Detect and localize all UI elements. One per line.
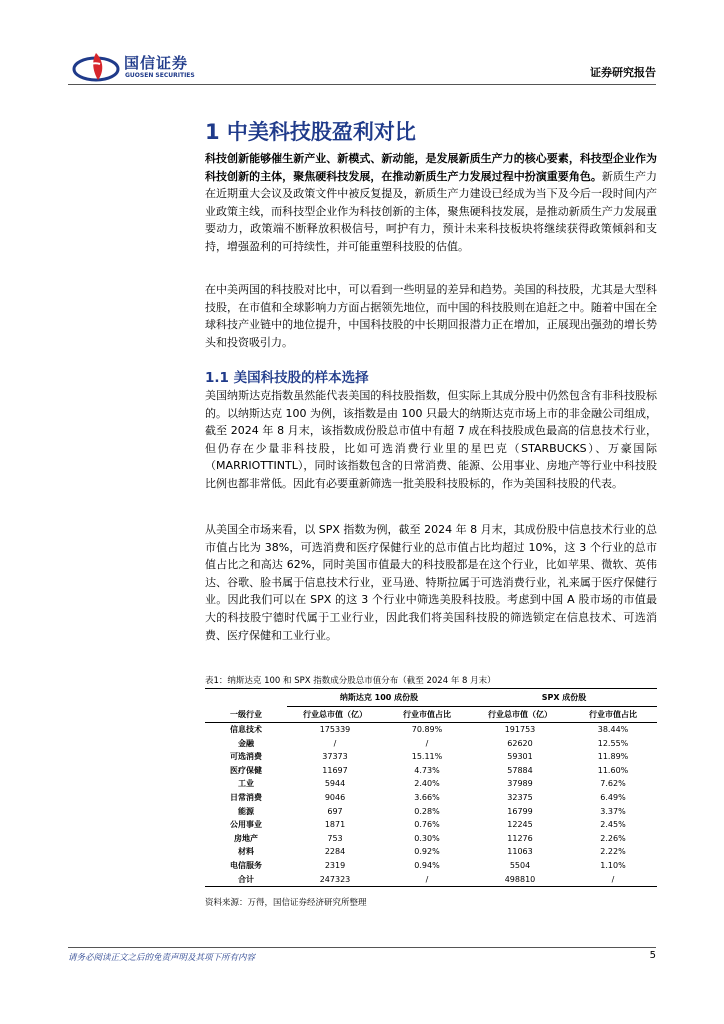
section-1-paragraph-1-bold: 科技创新能够催生新产业、新模式、新动能，是发展新质生产力的核心要素，科技型企业作为科技创新的主体，聚焦硬科技发展，在推动新质生产力发展过程中扮演重要角色。 [205, 152, 657, 183]
table-cell: 0.30% [414, 833, 440, 843]
table-row [205, 832, 657, 846]
industry-name-cell: 能源 [238, 806, 254, 816]
table-cell: 15.11% [411, 752, 443, 762]
table-cell: 1.10% [600, 860, 626, 870]
guosen-logo-icon [72, 50, 120, 84]
table-row [205, 750, 657, 764]
industry-name-cell: 信息技术 [230, 725, 262, 734]
table-cell: 9046 [324, 792, 346, 802]
table-cell: 11063 [507, 847, 533, 857]
table-cell: 11.89% [597, 752, 629, 762]
footer-divider [68, 947, 656, 948]
table-cell: 3.66% [414, 792, 440, 802]
table-column-header [205, 707, 657, 723]
table-cell: 2.40% [414, 779, 440, 789]
table-cell: 2319 [324, 860, 346, 870]
industry-name-cell: 房地产 [234, 833, 258, 843]
table-cell: 498810 [471, 873, 569, 887]
table-cell: 753 [327, 833, 343, 843]
logo-chinese-name: 国信证券 [124, 54, 189, 72]
table-cell: 0.28% [414, 806, 440, 816]
table-cell: / [383, 873, 471, 887]
table-cell: 2284 [324, 847, 346, 857]
logo-english-name: GUOSEN SECURITIES [125, 72, 195, 79]
section-1-1-paragraph-2: 从美国全市场来看，以 SPX 指数为例，截至 2024 年 8 月末，其成份股中信息技术行业的总市值占比为 38%，可选消费和医疗保健行业的总市值占比均超过 10%，这 3 个行业的总市值占比之和高达 62%，同时美国市值最大的科技股都是在这个行业，比如苹果、微软、英伟达、谷歌、脸书属于信息技术行业，亚马逊、特斯拉属于可选消费行业，礼来属于医疗保健行业。因此我们可以在 SPX 的这 3 个行业中筛选美股科技股。考虑到中国 A 股市场的市值最大的科技股宁德时代属于工业行业，因此我们将美国科技股的筛选锁定在信息技术、可选消费、医疗保健和工业行业。 [205, 523, 657, 642]
table-cell: 191753 [504, 725, 536, 734]
header-divider [68, 84, 656, 85]
section-1-paragraph-1-rest: 新质生产力在近期重大会议及政策文件中被反复提及，新质生产力建设已经成为当下及今后一段时间内产业政策主线，而科技型企业作为科技创新的主体，聚焦硬科技发展，是推动新质生产力发展重要动力，政策端不断释放积极信号，呵护有力，预计未来科技板块将继续获得政策倾斜和支持，增强盈利的可持续性，并可能重塑科技股的估值。 [205, 169, 658, 253]
table-row [205, 818, 657, 832]
table-cell: 2.22% [600, 847, 626, 857]
market-cap-table [205, 688, 657, 887]
table-cell: 12.55% [597, 738, 629, 748]
table-cell: 37373 [322, 752, 348, 762]
table-row [205, 723, 657, 737]
page-number: 5 [649, 950, 656, 961]
table-body [205, 723, 657, 887]
table-cell: 6.49% [600, 792, 626, 802]
table-cell: 697 [327, 806, 343, 816]
industry-name-cell: 可选消费 [230, 752, 262, 762]
table-cell: 62620 [507, 738, 533, 748]
table-cell: 247323 [287, 873, 383, 887]
industry-name-cell: 金融 [238, 738, 254, 748]
table-cell: 38.44% [597, 725, 629, 734]
table-row [205, 873, 657, 887]
industry-name-cell: 合计 [205, 873, 287, 887]
table-cell: / [333, 738, 337, 748]
table-row [205, 845, 657, 859]
column-header: 行业总市值（亿） [287, 707, 383, 723]
report-type-label: 证券研究报告 [590, 66, 656, 79]
table-caption: 表1：纳斯达克 100 和 SPX 指数成分股总市值分布（截至 2024 年 8 月末） [205, 676, 496, 686]
footer-disclaimer: 请务必阅读正文之后的免责声明及其项下所有内容 [68, 953, 256, 963]
section-1-paragraph-1 [205, 150, 657, 256]
table-cell: 11276 [507, 833, 533, 843]
table-cell: 70.89% [411, 725, 443, 734]
table-row [205, 791, 657, 805]
table-cell: 1871 [324, 820, 346, 830]
section-1-1-paragraph-1: 美国纳斯达克指数虽然能代表美国的科技股指数，但实际上其成分股中仍然包含有非科技股标的。以纳斯达克 100 为例，该指数是由 100 只最大的纳斯达克市场上市的非金融公司组成，截至 2024 年 8 月末，该指数成份股总市值中有超 7 成在科技股成色最高的信息技术行业，但仍存在少量非科技股，比如可选消费行业里的星巴克（STARBUCKS）、万豪国际（MARRIOTTINTL），同时该指数包含的日常消费、能源、公用事业、房地产等行业中科技股比例也都非常低。因此有必要重新筛选一批美股科技股标的，作为美国科技股的代表。 [205, 389, 657, 490]
column-header: 一级行业 [205, 707, 287, 723]
table-cell: 16799 [507, 806, 533, 816]
table-cell: 12245 [507, 820, 533, 830]
group-spx: SPX 成份股 [471, 689, 657, 707]
section-1-paragraph-2: 在中美两国的科技股对比中，可以看到一些明显的差异和趋势。美国的科技股，尤其是大型科技股，在市值和全球影响力方面占据领先地位，而中国的科技股则在追赶之中。随着中国在全球科技产业链中的地位提升，中国科技股的中长期回报潜力正在增加，正展现出强劲的增长势头和投资吸引力。 [205, 283, 657, 349]
table-cell: 37989 [507, 779, 533, 789]
table-cell: 175339 [319, 725, 351, 734]
column-header: 行业市值占比 [383, 707, 471, 723]
table-cell: 32375 [507, 792, 533, 802]
table-cell: 2.45% [600, 820, 626, 830]
table-cell: 57884 [507, 765, 533, 775]
table-cell: 0.94% [414, 860, 440, 870]
table-cell: 11697 [322, 765, 348, 775]
table-cell: 11.60% [597, 765, 629, 775]
table-row [205, 764, 657, 778]
table-row [205, 777, 657, 791]
table-cell: 59301 [507, 752, 533, 762]
column-header: 行业市值占比 [569, 707, 657, 723]
industry-name-cell: 电信服务 [230, 860, 262, 870]
company-logo [72, 50, 212, 86]
industry-name-cell: 日常消费 [230, 792, 262, 802]
section-1-title: 1 中美科技股盈利对比 [205, 120, 416, 144]
table-row [205, 859, 657, 873]
group-nasdaq100: 纳斯达克 100 成份股 [287, 689, 471, 707]
section-1-1-title: 1.1 美国科技股的样本选择 [205, 370, 369, 386]
table-row [205, 737, 657, 751]
table-cell: / [425, 738, 429, 748]
table-row [205, 805, 657, 819]
table-cell: 4.73% [414, 765, 440, 775]
table-cell: 7.62% [600, 779, 626, 789]
column-header: 行业总市值（亿） [471, 707, 569, 723]
table-cell: 2.26% [600, 833, 626, 843]
industry-name-cell: 公用事业 [230, 820, 262, 830]
table-cell: 3.37% [600, 806, 626, 816]
industry-name-cell: 工业 [238, 779, 254, 789]
table-cell: 5944 [324, 779, 346, 789]
table-cell: / [569, 873, 657, 887]
table-group-header [205, 689, 657, 707]
table-cell: 0.92% [414, 847, 440, 857]
table-source-note: 资料来源：万得，国信证券经济研究所整理 [205, 898, 367, 908]
industry-name-cell: 医疗保健 [230, 765, 262, 775]
table-cell: 0.76% [414, 820, 440, 830]
industry-name-cell: 材料 [238, 847, 254, 857]
table-cell: 5504 [509, 860, 531, 870]
